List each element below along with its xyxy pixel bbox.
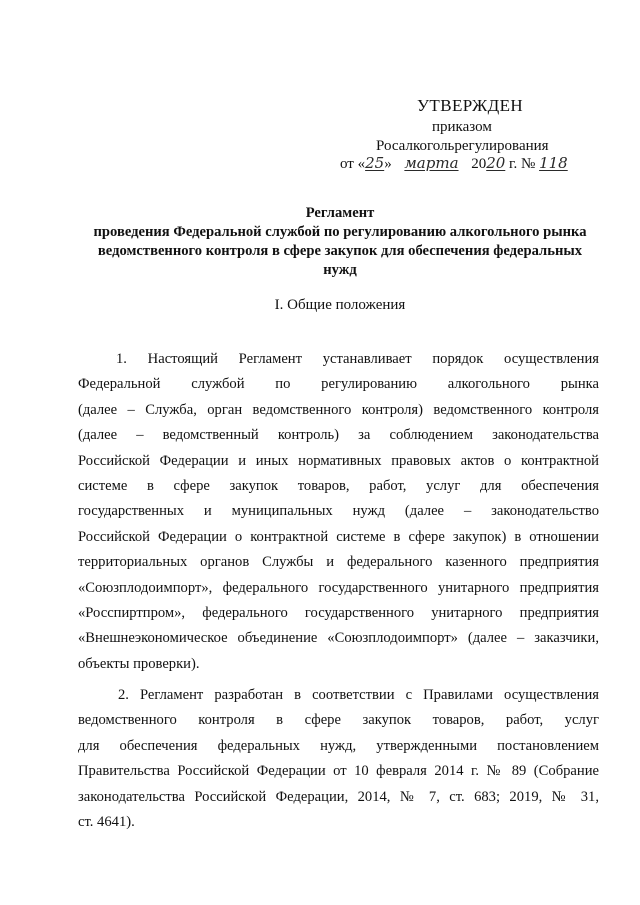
paragraph-2	[78, 683, 599, 835]
paragraph-line: 2. Регламент разработан в соответствии с Правилами осуществления	[118, 687, 599, 703]
title-line-4: нужд	[323, 262, 357, 278]
paragraph-line: государственных и муниципальных нужд (далее – законодательство	[78, 503, 599, 520]
approval-stamp	[0, 0, 640, 180]
handwritten-day: 25	[365, 154, 385, 172]
date-prefix: от «	[340, 156, 366, 172]
handwritten-order-number: 118	[539, 154, 568, 172]
handwritten-month: марта	[404, 154, 459, 172]
paragraph-line: Российской Федерации и иных нормативных правовых актов о контрактной	[78, 452, 599, 469]
title-line-2: проведения Федеральной службой по регулированию алкогольного рынка	[93, 224, 587, 240]
paragraph-line: территориальных органов Службы и федерального казенного предприятия	[78, 554, 599, 571]
paragraph-line: ведомственного контроля в сфере закупок товаров, работ, услуг	[78, 712, 599, 729]
paragraph-line: 1. Настоящий Регламент устанавливает порядок осуществления	[116, 351, 599, 367]
section-heading: I. Общие положения	[274, 297, 406, 313]
approval-organization: Росалкогольрегулирования	[376, 138, 549, 154]
paragraph-line: ст. 4641).	[78, 813, 135, 830]
paragraph-line: объекты проверки).	[78, 655, 200, 672]
approval-date-line	[340, 154, 568, 173]
year-number-label: г. №	[509, 156, 536, 172]
approval-title: УТВЕРЖДЕН	[417, 96, 524, 115]
title-line-1: Регламент	[305, 205, 375, 221]
paragraph-line: Российской Федерации о контрактной системе в сфере закупок) в отношении	[78, 528, 599, 545]
paragraph-line: Федеральной службой по регулированию алкогольного рынка	[78, 376, 599, 393]
paragraph-line: (далее – ведомственный контроль) за соблюдением законодательства	[78, 427, 599, 444]
paragraph-line: «Росспиртпром», федерального государственного унитарного предприятия	[78, 604, 599, 621]
paragraph-line: «Внешнеэкономическое объединение «Союзплодоимпорт» (далее – заказчики,	[78, 630, 599, 647]
year-prefix: 20	[471, 156, 487, 172]
date-day-suffix: »	[384, 156, 392, 172]
paragraph-line: «Союзплодоимпорт», федерального государственного унитарного предприятия	[78, 579, 599, 596]
paragraph-line: (далее – Служба, орган ведомственного контроля) ведомственного контроля	[78, 401, 599, 418]
paragraph-line: системе в сфере закупок товаров, работ, услуг для обеспечения	[78, 477, 599, 494]
paragraph-1	[78, 347, 599, 677]
paragraph-line: для обеспечения федеральных нужд, утвержденными постановлением	[78, 737, 599, 754]
paragraph-line: законодательства Российской Федерации, 2014, № 7, ст. 683; 2019, № 31,	[78, 788, 599, 805]
handwritten-year-suffix: 20	[486, 154, 506, 172]
paragraph-line: Правительства Российской Федерации от 10 февраля 2014 г. № 89 (Собрание	[78, 763, 599, 780]
approval-order-label: приказом	[432, 119, 492, 135]
title-line-3: ведомственного контроля в сфере закупок для обеспечения федеральных	[97, 243, 583, 259]
document-title	[70, 204, 610, 280]
